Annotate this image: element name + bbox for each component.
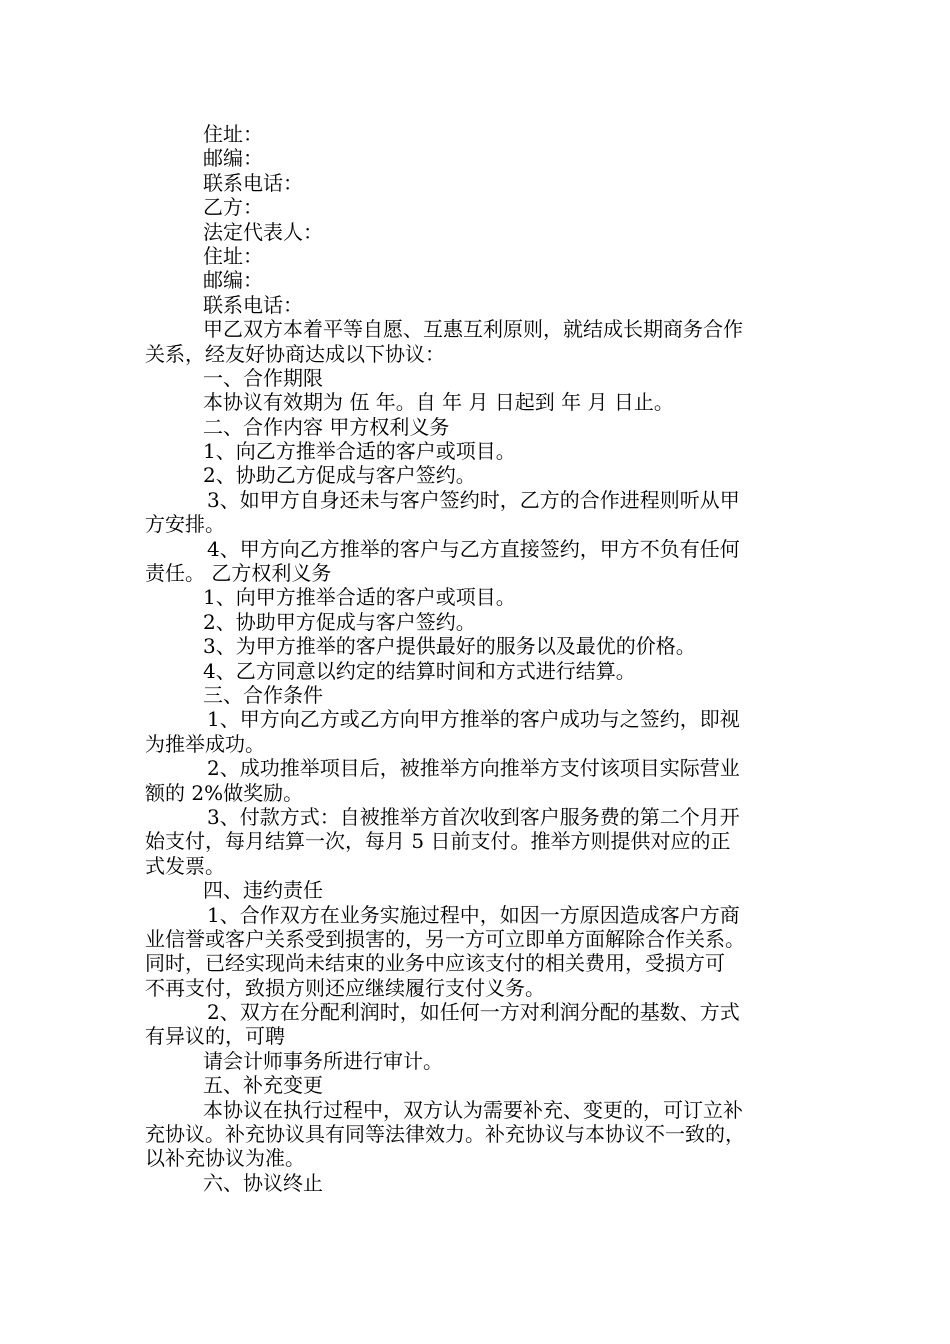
document-line: 一、合作期限 [203,365,323,390]
document-line: 六、协议终止 [203,1170,323,1195]
document-line: 联系电话： [203,170,303,195]
document-line: 3、为甲方推举的客户提供最好的服务以及最优的价格。 [203,634,696,659]
document-line: 业信誉或客户关系受到损害的，另一方可立即单方面解除合作关系。 [145,926,745,951]
document-line: 充协议。补充协议具有同等法律效力。补充协议与本协议不一致的， [145,1122,745,1147]
document-line: 2、双方在分配利润时，如任何一方对利润分配的基数、方式 [207,1000,740,1025]
document-line: 本协议在执行过程中，双方认为需要补充、变更的，可订立补 [203,1097,743,1122]
document-line: 4、甲方向乙方推举的客户与乙方直接签约，甲方不负有任何 [207,536,740,561]
document-line: 3、付款方式：自被推举方首次收到客户服务费的第二个月开 [207,804,740,829]
document-line: 住址： [203,243,263,268]
document-line: 五、补充变更 [203,1073,323,1098]
document-line: 方安排。 [145,512,225,537]
document-line: 邮编： [203,268,263,293]
document-line: 4、乙方同意以约定的结算时间和方式进行结算。 [203,658,636,683]
document-line: 请会计师事务所进行审计。 [203,1048,443,1073]
document-line: 以补充协议为准。 [145,1146,305,1171]
document-line: 1、甲方向乙方或乙方向甲方推举的客户成功与之签约，即视 [207,707,740,732]
document-line: 四、违约责任 [203,878,323,903]
document-line: 同时，已经实现尚未结束的业务中应该支付的相关费用，受损方可 [145,951,725,976]
document-line: 有异议的，可聘 [145,1024,285,1049]
document-line: 二、合作内容 甲方权利义务 [203,414,450,439]
document-line: 三、合作条件 [203,682,323,707]
document-line: 本协议有效期为 伍 年。自 年 月 日起到 年 月 日止。 [203,390,674,415]
document-line: 责任。 乙方权利义务 [145,561,332,586]
document-line: 乙方： [203,195,263,220]
document-line: 3、如甲方自身还未与客户签约时，乙方的合作进程则听从甲 [207,487,740,512]
document-line: 住址： [203,122,263,146]
document-line: 2、成功推举项目后，被推举方向推举方支付该项目实际营业 [207,756,740,781]
document-line: 甲乙双方本着平等自愿、互惠互利原则，就结成长期商务合作 [203,317,743,342]
document-line: 额的 2%做奖励。 [145,780,304,805]
document-line: 2、协助甲方促成与客户签约。 [203,609,476,634]
document-line: 为推举成功。 [145,731,265,756]
document-line: 1、向乙方推举合适的客户或项目。 [203,439,516,464]
document-line: 式发票。 [145,853,225,878]
document-line: 1、向甲方推举合适的客户或项目。 [203,585,516,610]
document-line: 关系，经友好协商达成以下协议： [145,341,445,366]
document-line: 联系电话： [203,292,303,317]
document-line: 不再支付，致损方则还应继续履行支付义务。 [145,975,545,1000]
document-line: 1、合作双方在业务实施过程中，如因一方原因造成客户方商 [207,902,740,927]
document-line: 2、协助乙方促成与客户签约。 [203,463,476,488]
document-line: 法定代表人： [203,219,323,244]
document-body [145,122,810,1195]
document-line: 始支付，每月结算一次，每月 5 日前支付。推举方则提供对应的正 [145,829,731,854]
document-line: 邮编： [203,146,263,171]
